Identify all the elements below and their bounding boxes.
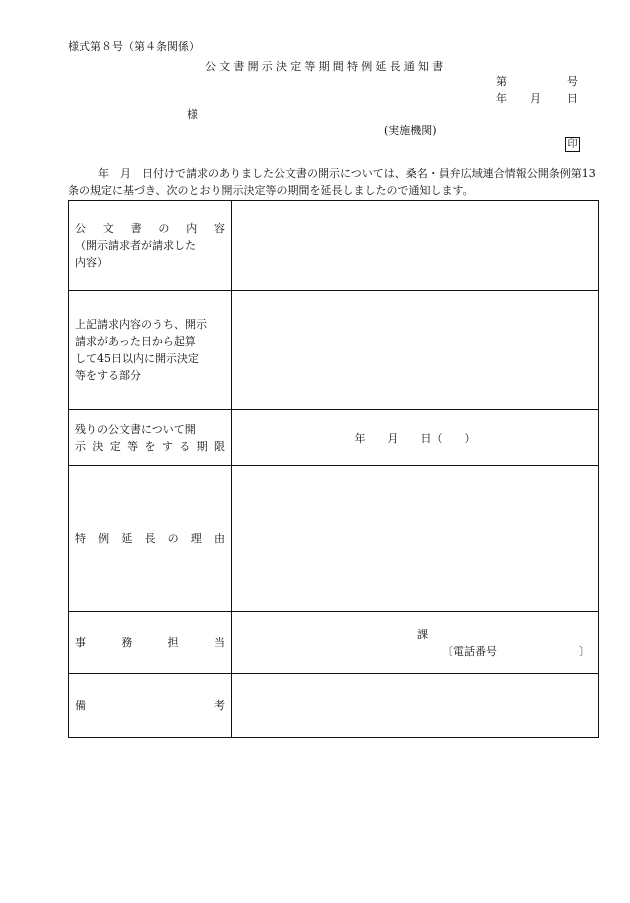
deadline-label-cell [69, 410, 232, 466]
date-day-label: 日 [567, 92, 578, 105]
phone-blank[interactable] [497, 643, 579, 659]
phone-open-label: 〔電話番号 [442, 645, 497, 658]
remarks-label-char: 考 [214, 699, 225, 712]
deadline-label-line2: 示決定等をする期限 [75, 439, 225, 453]
reason-label-char: 理 [190, 532, 202, 545]
reason-label-char: 由 [213, 532, 225, 545]
phone-line [232, 643, 598, 659]
reason-label-char: 延 [121, 532, 133, 545]
date-month-label: 月 [530, 92, 541, 105]
contact-label-char: 事 [75, 636, 86, 649]
partial-label-line: 等をする部分 [75, 369, 141, 382]
table-row-deadline [69, 410, 599, 466]
reason-label-char: 長 [144, 532, 156, 545]
number-suffix: 号 [567, 75, 578, 88]
date-year-label: 年 [496, 92, 507, 105]
partial-label-line: 請求があった日から起算 [75, 335, 196, 348]
content-label-char: の [158, 222, 170, 235]
remarks-label-text [75, 697, 225, 714]
content-label-char: 内 [186, 222, 198, 235]
contact-label-char: 当 [213, 636, 225, 649]
reason-label-char: 特 [75, 532, 86, 545]
reason-value-cell[interactable] [232, 466, 599, 612]
table-row-reason [69, 466, 599, 612]
remarks-label-cell [69, 674, 232, 738]
document-title: 公文書開示決定等期間特例延長通知書 [205, 60, 447, 73]
content-label-char: 公 [75, 222, 86, 235]
table-row-content [69, 201, 599, 291]
content-value-cell[interactable] [232, 201, 599, 291]
deadline-value-cell[interactable] [232, 410, 599, 466]
content-label-char: 容 [213, 222, 225, 235]
table-row-partial [69, 291, 599, 410]
contact-label-text [75, 634, 225, 651]
contact-label-cell [69, 612, 232, 674]
remarks-value-cell[interactable] [232, 674, 599, 738]
addressee-suffix: 様 [187, 108, 198, 121]
table-row-contact [69, 612, 599, 674]
reason-label-char: 例 [98, 532, 110, 545]
reason-label-cell [69, 466, 232, 612]
agency-label: (実施機関) [384, 124, 437, 137]
number-prefix: 第 [496, 75, 507, 88]
seal-mark: 印 [565, 137, 580, 152]
notice-body-text: 年 月 日付けで請求のありました公文書の開示については、桑名・員弁広域連合情報公開条例第13条の規定に基づき、次のとおり開示決定等の期間を延長しましたので通知します。 [68, 167, 596, 197]
partial-value-cell[interactable] [232, 291, 599, 410]
contact-label-char: 担 [167, 636, 179, 649]
table-row-remarks [69, 674, 599, 738]
partial-label-line: して45日以内に開示決定 [75, 352, 199, 365]
content-label-line2: （開示請求者が請求した [75, 239, 196, 252]
reason-label-text [75, 530, 225, 547]
content-label-cell [69, 201, 232, 291]
section-label: 課 [417, 628, 428, 641]
contact-label-char: 務 [121, 636, 133, 649]
form-number: 様式第８号（第４条関係） [68, 40, 200, 53]
partial-label-cell [69, 291, 232, 410]
reason-label-char: の [167, 532, 179, 545]
details-table [68, 200, 599, 738]
content-label-line3: 内容） [75, 256, 108, 269]
phone-close-bracket: 〕 [579, 645, 590, 658]
content-label-char: 文 [102, 222, 114, 235]
content-label-line1 [75, 220, 225, 237]
content-label-char: 書 [130, 222, 142, 235]
remarks-label-char: 備 [75, 699, 86, 712]
deadline-label-line1: 残りの公文書について開 [75, 422, 196, 436]
partial-label-line: 上記請求内容のうち、開示 [75, 318, 207, 331]
contact-value-cell[interactable] [232, 612, 599, 674]
deadline-date-text: 年 月 日（ ） [354, 431, 476, 445]
